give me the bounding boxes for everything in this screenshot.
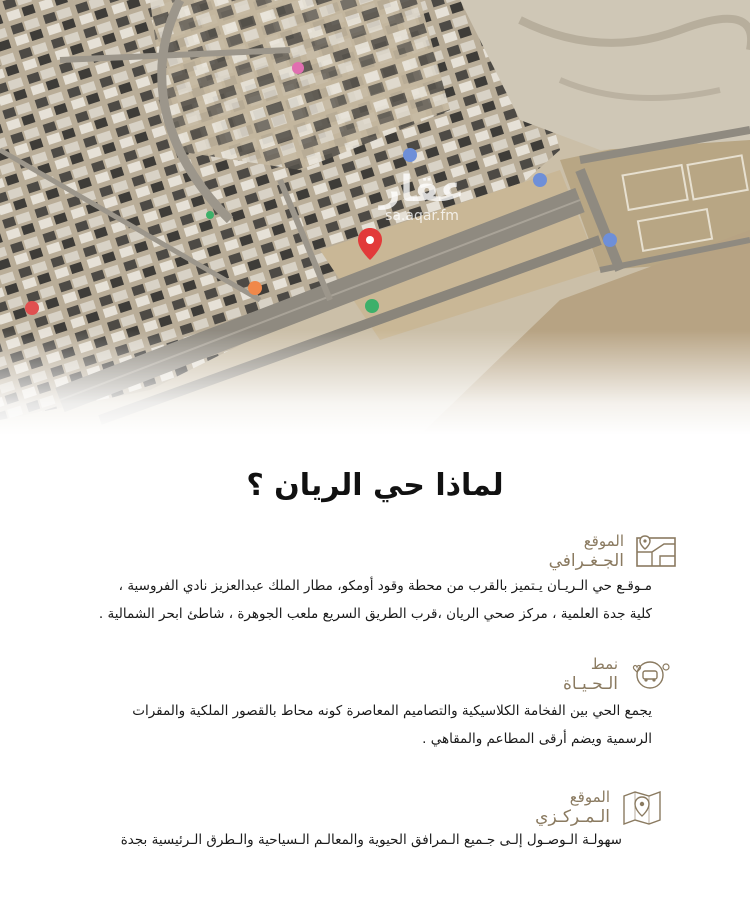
paragraph-line: كلية جدة العلمية ، مركز صحي الريان ،قرب الطريق السريع ملعب الجوهرة ، شاطئ ابحر الشمالية . (98, 606, 652, 622)
paragraph-line: مـوقـع حي الـريـان يـتميز بالقرب من محطة وقود أومكو، مطار الملك عبدالعزيز نادي الفروسية ، (118, 578, 652, 594)
satellite-map[interactable] (0, 0, 750, 435)
section-heading-text (535, 788, 610, 828)
paragraph-line: الرسمية ويضم أرقى المطاعم والمقاهي . (422, 731, 652, 747)
section-heading-line2: الـحـيـاة (562, 674, 618, 694)
map-location-icon (634, 532, 678, 572)
watermark-brand: عقار (379, 169, 465, 210)
section-lifestyle-heading (563, 655, 672, 695)
watermark-url: sa.aqar.fm (385, 208, 459, 224)
section-central-location-text (52, 826, 622, 854)
lifestyle-icon (628, 655, 672, 695)
section-heading-line1: الموقع (583, 532, 624, 550)
page-title: لماذا حي الريان ؟ (246, 468, 504, 503)
paragraph-line: يجمع الحي بين الفخامة الكلاسيكية والتصاميم المعاصرة كونه محاط بالقصور الملكية والمقرات (132, 703, 652, 719)
section-heading-line1: نمط (590, 655, 618, 673)
section-heading-text (563, 655, 618, 695)
section-lifestyle-text (52, 697, 652, 753)
paragraph-line: سهولـة الـوصـول إلـى جـميع الـمرافق الحيوية والمعالـم الـسياحية والـطرق الـرئيسية بجدة (120, 832, 622, 848)
section-heading-line1: الموقع (569, 788, 610, 806)
section-heading-text (549, 532, 624, 572)
watermark (352, 170, 492, 224)
section-geographic-location-text (52, 572, 652, 628)
section-central-location-heading (535, 788, 664, 828)
section-heading-line2: الجـغـرافي (548, 551, 624, 571)
section-geographic-location-heading (549, 532, 678, 572)
map-fade-overlay (0, 330, 750, 435)
section-heading-line2: الـمـركـزي (535, 807, 610, 827)
map-pin-icon (620, 788, 664, 828)
